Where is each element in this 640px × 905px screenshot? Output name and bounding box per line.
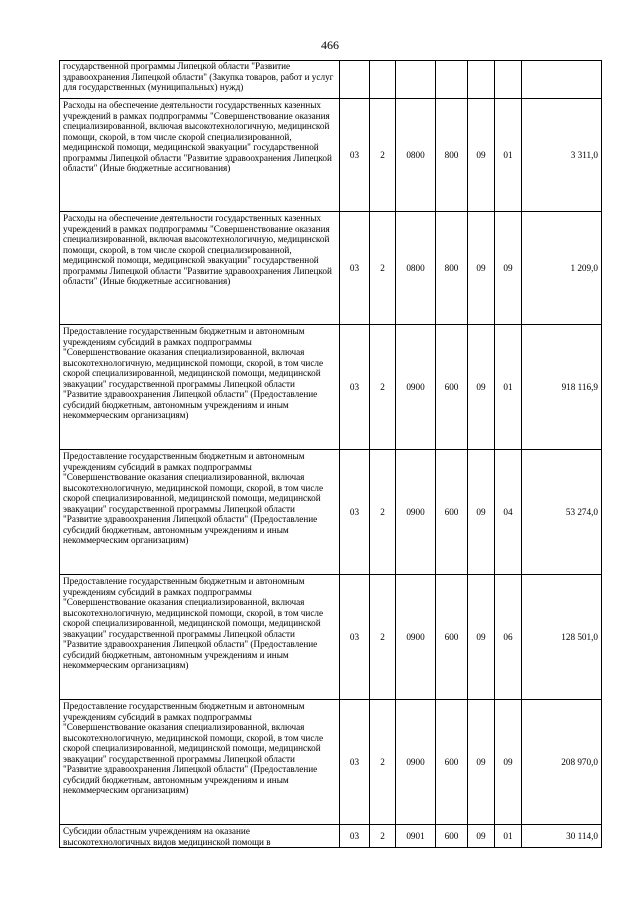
row-code-5: 09 [468, 700, 495, 825]
row-code-2: 2 [370, 325, 396, 450]
row-code-6: 01 [495, 99, 522, 212]
row-code-1: 03 [340, 99, 370, 212]
row-code-4: 600 [436, 450, 468, 575]
row-amount: 128 501,0 [522, 575, 602, 700]
table-row [60, 325, 602, 450]
row-code-4: 600 [436, 700, 468, 825]
table-row [60, 575, 602, 700]
row-description: государственной программы Липецкой области "Развитие здравоохранения Липецкой области" (Закупка товаров, работ и услуг для государственных (муниципальных) нужд) [60, 61, 340, 99]
row-code-3: 0900 [396, 450, 436, 575]
row-amount: 53 274,0 [522, 450, 602, 575]
row-amount: 208 970,0 [522, 700, 602, 825]
row-code-4: 600 [436, 825, 468, 848]
row-code-2: 2 [370, 700, 396, 825]
row-code-3 [396, 61, 436, 99]
row-code-3: 0800 [396, 99, 436, 212]
table-row [60, 61, 602, 99]
row-code-5: 09 [468, 825, 495, 848]
row-code-5: 09 [468, 212, 495, 325]
row-code-3: 0800 [396, 212, 436, 325]
row-code-5 [468, 61, 495, 99]
row-code-2: 2 [370, 99, 396, 212]
table-row [60, 99, 602, 212]
row-code-3: 0901 [396, 825, 436, 848]
row-code-6: 01 [495, 325, 522, 450]
row-code-6: 04 [495, 450, 522, 575]
row-amount: 1 209,0 [522, 212, 602, 325]
row-code-2: 2 [370, 450, 396, 575]
row-code-1 [340, 61, 370, 99]
row-code-2: 2 [370, 825, 396, 848]
row-code-6: 06 [495, 575, 522, 700]
row-code-1: 03 [340, 450, 370, 575]
row-code-5: 09 [468, 450, 495, 575]
row-amount: 918 116,9 [522, 325, 602, 450]
row-description: Предоставление государственным бюджетным и автономным учреждениям субсидий в рамках подпрограммы "Совершенствование оказания специализированной, включая высокотехнологичную, медицинской помощи, скорой, в том числе скорой специализированной, медицинской помощи, медицинской эвакуации" государственной программы Липецкой области "Развитие здравоохранения Липецкой области" (Предоставление субсидий бюджетным, автономным учреждениям и иным некоммерческим организациям) [60, 700, 340, 825]
row-description: Предоставление государственным бюджетным и автономным учреждениям субсидий в рамках подпрограммы "Совершенствование оказания специализированной, включая высокотехнологичную, медицинской помощи, скорой, в том числе скорой специализированной, медицинской помощи, медицинской эвакуации" государственной программы Липецкой области "Развитие здравоохранения Липецкой области" (Предоставление субсидий бюджетным, автономным учреждениям и иным некоммерческим организациям) [60, 575, 340, 700]
row-code-4: 600 [436, 575, 468, 700]
row-amount [522, 61, 602, 99]
row-code-4 [436, 61, 468, 99]
row-code-1: 03 [340, 325, 370, 450]
row-code-6: 09 [495, 700, 522, 825]
row-code-1: 03 [340, 700, 370, 825]
row-code-6: 01 [495, 825, 522, 848]
table-row [60, 825, 602, 848]
table-row [60, 212, 602, 325]
row-description: Субсидии областным учреждениям на оказание высокотехнологичных видов медицинской помощи в [60, 825, 340, 848]
row-code-2: 2 [370, 575, 396, 700]
row-code-5: 09 [468, 575, 495, 700]
row-description: Расходы на обеспечение деятельности государственных казенных учреждений в рамках подпрограммы "Совершенствование оказания специализированной, включая высокотехнологичную, медицинской помощи, скорой, в том числе скорой специализированной, медицинской помощи, медицинской эвакуации" государственной программы Липецкой области "Развитие здравоохранения Липецкой области" (Иные бюджетные ассигнования) [60, 212, 340, 325]
row-amount: 30 114,0 [522, 825, 602, 848]
row-code-5: 09 [468, 99, 495, 212]
row-description: Расходы на обеспечение деятельности государственных казенных учреждений в рамках подпрограммы "Совершенствование оказания специализированной, включая высокотехнологичную, медицинской помощи, скорой, в том числе скорой специализированной, медицинской помощи, медицинской эвакуации" государственной программы Липецкой области "Развитие здравоохранения Липецкой области" (Иные бюджетные ассигнования) [60, 99, 340, 212]
row-code-6: 09 [495, 212, 522, 325]
table-row [60, 450, 602, 575]
row-code-6 [495, 61, 522, 99]
row-code-3: 0900 [396, 700, 436, 825]
row-code-4: 800 [436, 212, 468, 325]
row-code-4: 600 [436, 325, 468, 450]
row-code-2 [370, 61, 396, 99]
row-amount: 3 311,0 [522, 99, 602, 212]
budget-table [59, 60, 602, 848]
table-row [60, 700, 602, 825]
row-code-1: 03 [340, 825, 370, 848]
row-code-1: 03 [340, 575, 370, 700]
row-description: Предоставление государственным бюджетным и автономным учреждениям субсидий в рамках подпрограммы "Совершенствование оказания специализированной, включая высокотехнологичную, медицинской помощи, скорой, в том числе скорой специализированной, медицинской помощи, медицинской эвакуации" государственной программы Липецкой области "Развитие здравоохранения Липецкой области" (Предоставление субсидий бюджетным, автономным учреждениям и иным некоммерческим организациям) [60, 325, 340, 450]
row-code-1: 03 [340, 212, 370, 325]
row-code-3: 0900 [396, 575, 436, 700]
page-number: 466 [321, 38, 339, 52]
row-description: Предоставление государственным бюджетным и автономным учреждениям субсидий в рамках подпрограммы "Совершенствование оказания специализированной, включая высокотехнологичную, медицинской помощи, скорой, в том числе скорой специализированной, медицинской помощи, медицинской эвакуации" государственной программы Липецкой области "Развитие здравоохранения Липецкой области" (Предоставление субсидий бюджетным, автономным учреждениям и иным некоммерческим организациям) [60, 450, 340, 575]
row-code-5: 09 [468, 325, 495, 450]
row-code-2: 2 [370, 212, 396, 325]
row-code-3: 0900 [396, 325, 436, 450]
row-code-4: 800 [436, 99, 468, 212]
